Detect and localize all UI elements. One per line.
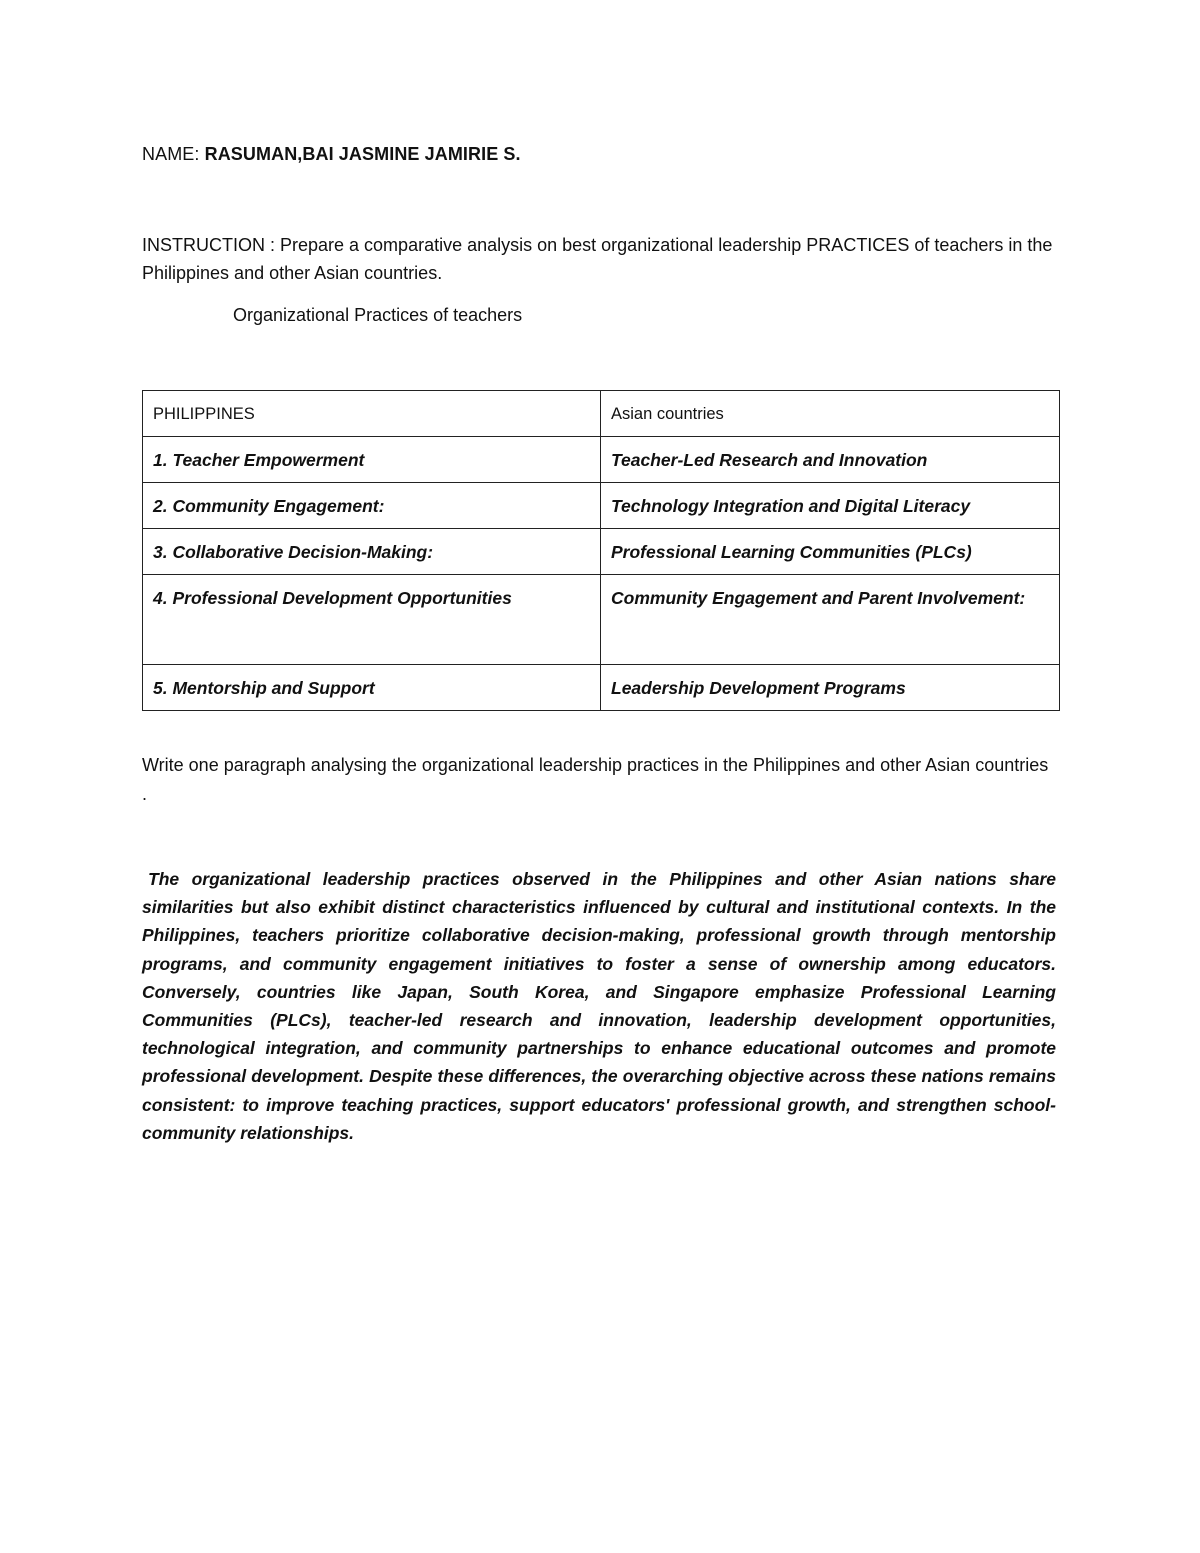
philippines-practice: 3. Collaborative Decision-Making: [143,529,601,575]
table-row [143,437,1060,483]
philippines-practice: 4. Professional Development Opportunities [143,575,601,665]
paragraph-prompt: Write one paragraph analysing the organizational leadership practices in the Philippines and other Asian countries . [142,755,1049,804]
name-label: NAME: [142,144,205,164]
philippines-practice: 2. Community Engagement: [143,483,601,529]
asian-practice: Technology Integration and Digital Literacy [601,483,1060,529]
table-header-row [143,391,1060,437]
philippines-practice: 5. Mentorship and Support [143,665,601,711]
practices-table [142,390,1060,711]
asian-practice: Leadership Development Programs [601,665,1060,711]
asian-practice: Community Engagement and Parent Involvement: [601,575,1060,665]
instruction-text: INSTRUCTION : Prepare a comparative analysis on best organizational leadership PRACTICES of teachers in the Philippines and other Asian countries. [142,235,1053,283]
asian-practice: Teacher-Led Research and Innovation [601,437,1060,483]
analysis-paragraph: The organizational leadership practices observed in the Philippines and other Asian nations share similarities but also exhibit distinct characteristics influenced by cultural and institutional contexts. In the Philippines, teachers prioritize collaborative decision-making, professional growth through mentorship programs, and community engagement initiatives to foster a sense of ownership among educators. Conversely, countries like Japan, South Korea, and Singapore emphasize Professional Learning Communities (PLCs), teacher-led research and innovation, leadership development opportunities, technological integration, and community partnerships to enhance educational outcomes and promote professional development. Despite these differences, the overarching objective across these nations remains consistent: to improve teaching practices, support educators' professional growth, and strengthen school-community relationships. [142,869,1056,1143]
table-row [143,665,1060,711]
table-row [143,529,1060,575]
asian-practice: Professional Learning Communities (PLCs) [601,529,1060,575]
table-row [143,575,1060,665]
table-row [143,483,1060,529]
name-line [142,144,521,165]
student-name: RASUMAN,BAI JASMINE JAMIRIE S. [204,144,521,164]
table-title: Organizational Practices of teachers [233,305,523,325]
philippines-practice: 1. Teacher Empowerment [143,437,601,483]
header-philippines: PHILIPPINES [143,391,601,437]
header-asian-countries: Asian countries [601,391,1060,437]
